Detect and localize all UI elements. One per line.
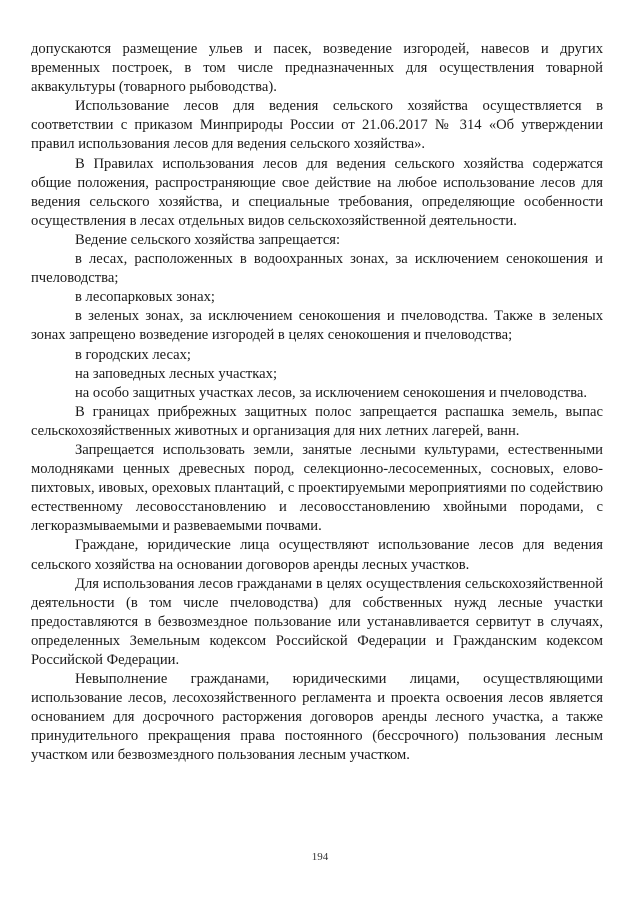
paragraph: Для использования лесов гражданами в целях осуществления сельскохозяйственной деятельности (в том числе пчеловодства) для собственных нужд лесные участки предоставляются в безвозмездное пользование или устанавливается сервитут в случаях, определенных Земельным кодексом Российской Федерации и Гражданским кодексом Российской Федерации.	[31, 575, 603, 668]
page-number: 194	[311, 851, 329, 863]
list-item: на заповедных лесных участках;	[75, 365, 277, 382]
paragraph: Ведение сельского хозяйства запрещается:	[75, 231, 341, 248]
list-item: в лесопарковых зонах;	[75, 289, 215, 306]
paragraph: В Правилах использования лесов для ведения сельского хозяйства содержатся общие положения, распространяющие свое действие на любое использование лесов для ведения сельского хозяйства, и специальные требования, определяющие особенности осуществления в лесах отдельных видов сельскохозяйственной деятельности.	[31, 155, 603, 229]
list-item: на особо защитных участках лесов, за исключением сенокошения и пчеловодства.	[75, 384, 588, 401]
paragraph: Невыполнение гражданами, юридическими лицами, осуществляющими использование лесов, лесохозяйственного регламента и проекта освоения лесов является основанием для досрочного расторжения договоров аренды лесного участка, а также принудительного прекращения права постоянного (бессрочного) пользования лесным участком или безвозмездного пользования лесным участком.	[31, 671, 603, 764]
paragraph: Использование лесов для ведения сельского хозяйства осуществляется в соответствии с приказом Минприроды России от 21.06.2017 № 314 «Об утверждении правил использования лесов для ведения сельского хозяйства».	[31, 98, 603, 153]
list-item: в лесах, расположенных в водоохранных зонах, за исключением сенокошения и пчеловодства;	[31, 251, 603, 287]
paragraph: В границах прибрежных защитных полос запрещается распашка земель, выпас сельскохозяйственных животных и организация для них летних лагерей, ванн.	[31, 403, 603, 439]
paragraph: Запрещается использовать земли, занятые лесными культурами, естественными молодняками ценных древесных пород, селекционно-лесосеменных, сосновых, елово-пихтовых, ивовых, ореховых плантаций, с проектируемыми мероприятиями по содействию естественному лесовосстановлению и лесовосстановлению хвойными породами, с легкоразмываемыми и развеваемыми почвами.	[31, 441, 603, 535]
paragraph: Граждане, юридические лица осуществляют использование лесов для ведения сельского хозяйства на основании договоров аренды лесных участков.	[31, 537, 603, 573]
paragraph: допускаются размещение ульев и пасек, возведение изгородей, навесов и других временных построек, в том числе предназначенных для осуществления товарной аквакультуры (товарного рыбоводства).	[31, 41, 603, 96]
list-item: в городских лесах;	[75, 346, 191, 363]
body-text	[31, 40, 603, 766]
list-item: в зеленых зонах, за исключением сенокошения и пчеловодства. Также в зеленых зонах запрещено возведение изгородей в целях сенокошения и пчеловодства;	[31, 308, 603, 344]
